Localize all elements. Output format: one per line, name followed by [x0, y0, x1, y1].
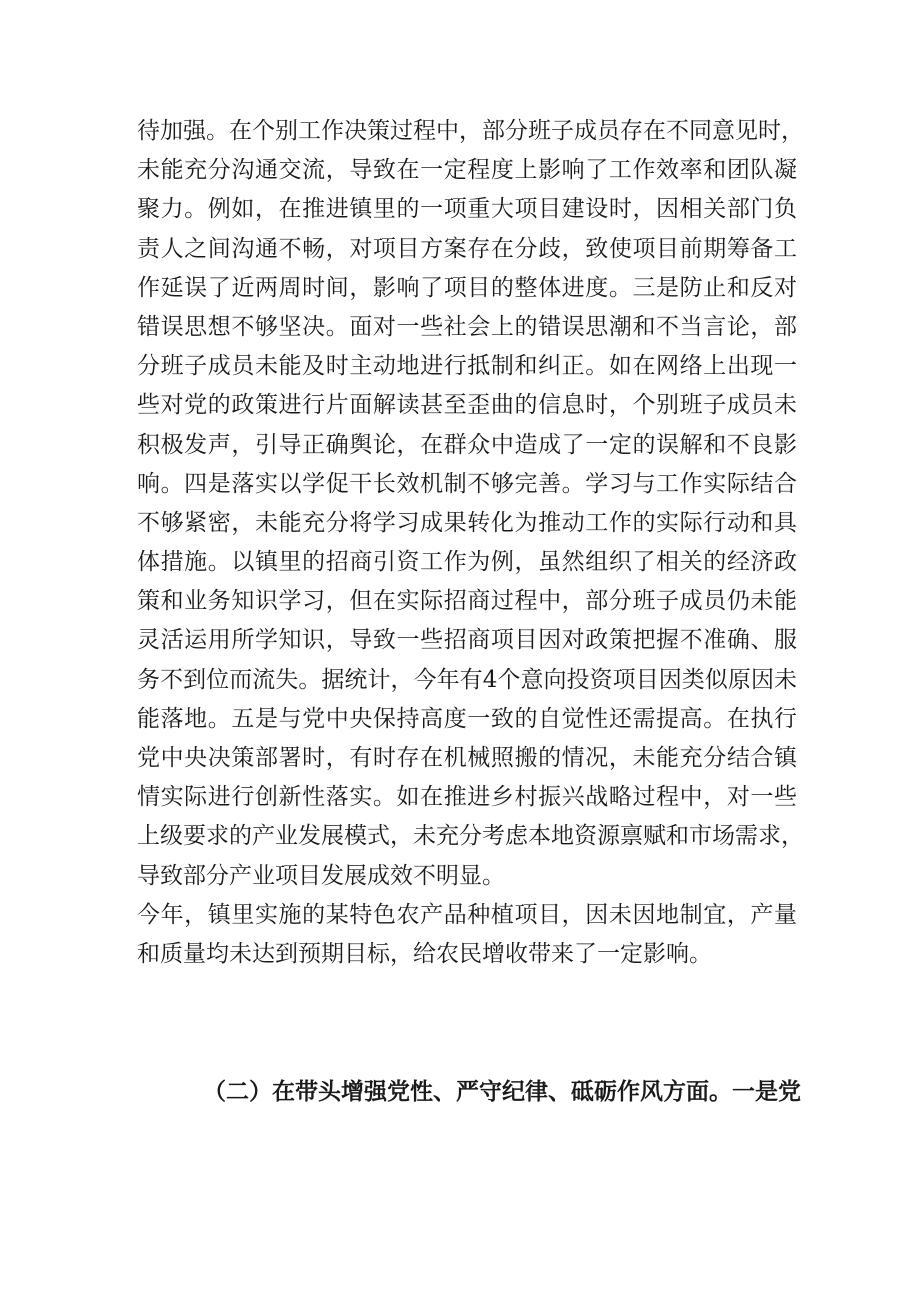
paragraph-line: 责人之间沟通不畅，对项目方案存在分歧，致使项目前期筹备工 [137, 235, 797, 262]
paragraph-line: 情实际进行创新性落实。如在推进乡村振兴战略过程中，对一些 [137, 784, 797, 811]
paragraph-line: 党中央决策部署时，有时存在机械照搬的情况，未能充分结合镇 [137, 745, 797, 771]
paragraph-line: 今年，镇里实施的某特色农产品种植项目，因未因地制宜，产量 [137, 901, 797, 928]
paragraph-line: 体措施。以镇里的招商引资工作为例，虽然组织了相关的经济政 [137, 549, 797, 576]
paragraph-line: 些对党的政策进行片面解读甚至歪曲的信息时，个别班子成员未 [137, 392, 797, 419]
paragraph-line: 积极发声，引导正确舆论，在群众中造成了一定的误解和不良影 [137, 431, 797, 458]
paragraph-line: 不够紧密，未能充分将学习成果转化为推动工作的实际行动和具 [137, 509, 797, 536]
paragraph-line: 作延误了近两周时间，影响了项目的整体进度。三是防止和反对 [137, 274, 797, 301]
body-text [137, 112, 804, 974]
paragraph-line: 响。四是落实以学促干长效机制不够完善。学习与工作实际结合 [137, 470, 797, 497]
paragraph-line: 错误思想不够坚决。面对一些社会上的错误思潮和不当言论，部 [137, 313, 797, 340]
paragraph-line: 分班子成员未能及时主动地进行抵制和纠正。如在网络上出现一 [137, 353, 797, 380]
paragraph-line: 策和业务知识学习，但在实际招商过程中，部分班子成员仍未能 [137, 588, 797, 615]
paragraph-line: 能落地。五是与党中央保持高度一致的自觉性还需提高。在执行 [137, 705, 797, 732]
paragraph-line: 聚力。例如，在推进镇里的一项重大项目建设时，因相关部门负 [137, 196, 797, 223]
paragraph-line: 灵活运用所学知识，导致一些招商项目因对政策把握不准确、服 [137, 627, 797, 654]
paragraph-line: 导致部分产业项目发展成效不明显。 [137, 862, 505, 889]
paragraph-line: 待加强。在个别工作决策过程中，部分班子成员存在不同意见时， [137, 118, 804, 144]
paragraph-line: 上级要求的产业发展模式，未充分考虑本地资源禀赋和市场需求， [137, 823, 804, 850]
paragraph-line: 和质量均未达到预期目标，给农民增收带来了一定影响。 [137, 940, 712, 967]
paragraph-line: 未能充分沟通交流，导致在一定程度上影响了工作效率和团队凝 [137, 157, 797, 184]
section-heading: （二）在带头增强党性、严守纪律、砥砺作风方面。一是党 [203, 1079, 801, 1105]
paragraph-line: 务不到位而流失。据统计，今年有4个意向投资项目因类似原因未 [137, 666, 797, 693]
